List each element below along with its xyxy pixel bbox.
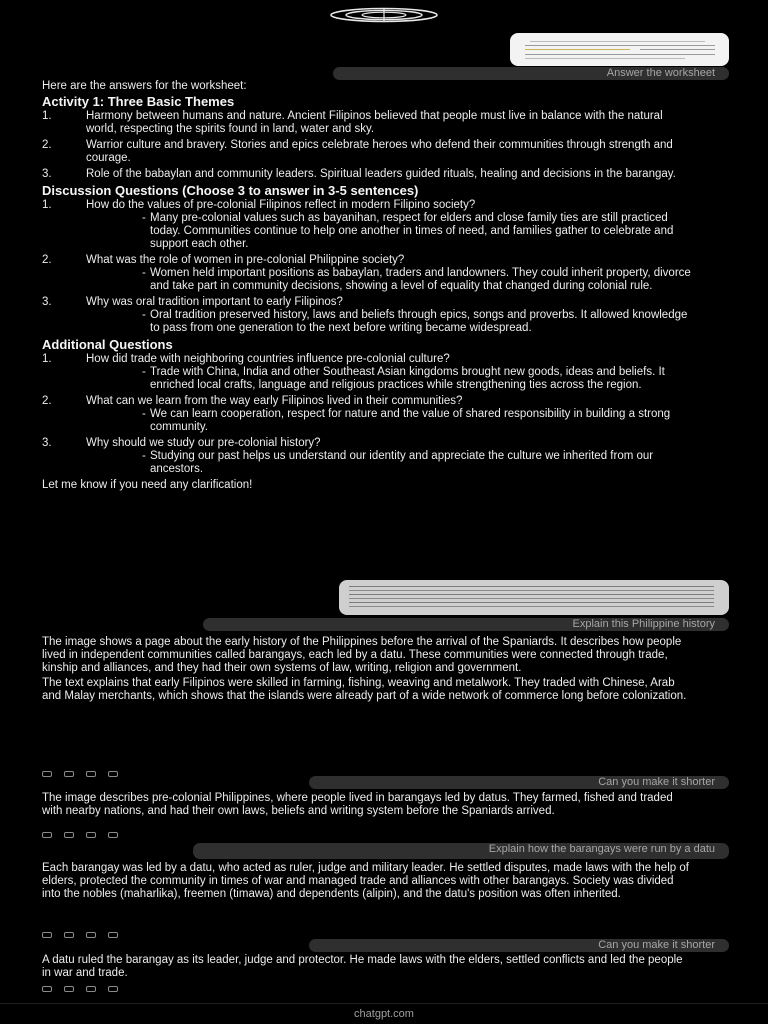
worksheet-image-attachment[interactable]: [510, 33, 729, 66]
answer-number: 1.: [42, 110, 52, 122]
openai-logo: [329, 7, 439, 23]
answer-number: 1.: [42, 353, 52, 365]
message-actions: [42, 769, 118, 779]
copy-icon[interactable]: [42, 832, 52, 838]
answer-item: [42, 395, 692, 434]
answer-number: 2.: [42, 395, 52, 407]
answer-number: 2.: [42, 139, 52, 151]
answer-item: [42, 254, 692, 293]
assistant-paragraph: Each barangay was led by a datu, who acted as ruler, judge and military leader. He settled disputes, made laws with the help of elders, protected the community in times of war and managed trade and alliances with other barangays. Society was divided into the nobles (maharlika), freemen (timawa) and dependents (alipin), and the datu's position was often inherited.: [42, 862, 689, 900]
message-actions: [42, 830, 118, 840]
answer-number: 3.: [42, 437, 52, 449]
answer-sublist: [86, 408, 692, 434]
assistant-paragraph: The text explains that early Filipinos were skilled in farming, fishing, weaving and metalwork. They traded with Chinese, Arab and Malay merchants, which shows that the islands were already part of a wide network of commerce long before colonization.: [42, 677, 687, 702]
answer-item: [42, 168, 692, 181]
regenerate-icon[interactable]: [108, 932, 118, 938]
answer-sublist: [86, 212, 692, 251]
answer-item: [42, 353, 692, 392]
answer-list: [42, 199, 692, 335]
answer-number: 3.: [42, 296, 52, 308]
answer-subitem: - Trade with China, India and other Southeast Asian kingdoms brought new goods, ideas and beliefs. It enriched local crafts, language and religious practices while strengthening ties across the region.: [106, 366, 692, 392]
assistant-paragraph: A datu ruled the barangay as its leader, judge and protector. He made laws with the elders, settled conflicts and led the people in war and trade.: [42, 954, 683, 979]
user-message: Answer the worksheet: [333, 67, 729, 80]
answer-subitem: - Studying our past helps us understand our identity and appreciate the culture we inherited from our ancestors.: [106, 450, 692, 476]
answer-number: 2.: [42, 254, 52, 266]
assistant-message: [42, 792, 692, 830]
section-heading: Discussion Questions (Choose 3 to answer in 3-5 sentences): [42, 183, 419, 198]
history-page-image-attachment[interactable]: [339, 580, 729, 615]
thumbs-up-icon[interactable]: [64, 986, 74, 992]
answer-text: How did trade with neighboring countries influence pre-colonial culture?: [86, 353, 450, 365]
answer-text: Why was oral tradition important to early Filipinos?: [86, 296, 343, 308]
footer-site-label: chatgpt.com: [0, 1003, 768, 1024]
answer-subitem: - We can learn cooperation, respect for nature and the value of shared responsibility in building a strong community.: [106, 408, 692, 434]
answer-item: [42, 296, 692, 335]
answer-list: [42, 110, 692, 181]
answer-text: Warrior culture and bravery. Stories and epics celebrate heroes who defend their communities through strength and courage.: [86, 139, 673, 164]
answer-text: What was the role of women in pre-colonial Philippine society?: [86, 254, 405, 266]
thumbs-down-icon[interactable]: [86, 771, 96, 777]
answer-item: [42, 199, 692, 251]
regenerate-icon[interactable]: [108, 986, 118, 992]
assistant-message: [42, 636, 692, 770]
thumbs-down-icon[interactable]: [86, 932, 96, 938]
user-message: Can you make it shorter: [309, 776, 729, 789]
answer-text: Role of the babaylan and community leaders. Spiritual leaders guided rituals, healing and decisions in the barangay.: [86, 168, 676, 180]
copy-icon[interactable]: [42, 771, 52, 777]
thumbs-up-icon[interactable]: [64, 832, 74, 838]
answer-item: [42, 110, 692, 136]
copy-icon[interactable]: [42, 986, 52, 992]
answer-number: 3.: [42, 168, 52, 180]
answer-text: What can we learn from the way early Filipinos lived in their communities?: [86, 395, 463, 407]
thumbs-down-icon[interactable]: [86, 986, 96, 992]
message-actions: [42, 984, 118, 994]
answer-sublist: [86, 267, 692, 293]
answer-text: Harmony between humans and nature. Ancient Filipinos believed that people must live in balance with the natural world, respecting the spirits found in land, water and sky.: [86, 110, 663, 135]
answer-sublist: [86, 309, 692, 335]
thumbs-down-icon[interactable]: [86, 832, 96, 838]
assistant-paragraph: The image shows a page about the early history of the Philippines before the arrival of the Spaniards. It describes how people lived in independent communities called barangays, each led by a datu. These communities were connected through trade, kinship and alliances, and they had their own systems of law, writing, religion and government.: [42, 636, 682, 674]
answer-subitem: - Women held important positions as babaylan, traders and landowners. They could inherit property, divorce and take part in community decisions, showing a level of equality that changed during colonial rule.: [106, 267, 692, 293]
assistant-message: [42, 862, 692, 928]
section-heading: Additional Questions: [42, 337, 173, 352]
assistant-paragraph: The image describes pre-colonial Philippines, where people lived in barangays led by datus. They farmed, fished and traded with nearby nations, and had their own laws, beliefs and writing system before the Spaniards arrived.: [42, 792, 673, 817]
answer-subitem: - Many pre-colonial values such as bayanihan, respect for elders and close family ties are still practiced today. Communities continue to help one another in times of need, and families gather to celebrate and support each other.: [106, 212, 692, 251]
copy-icon[interactable]: [42, 932, 52, 938]
thumbs-up-icon[interactable]: [64, 771, 74, 777]
answer-item: [42, 437, 692, 476]
regenerate-icon[interactable]: [108, 771, 118, 777]
regenerate-icon[interactable]: [108, 832, 118, 838]
answer-text: How do the values of pre-colonial Filipinos reflect in modern Filipino society?: [86, 199, 476, 211]
user-message: Explain this Philippine history: [203, 618, 729, 631]
answer-sublist: [86, 366, 692, 392]
answer-item: [42, 139, 692, 165]
answer-list: [42, 353, 692, 476]
answer-sublist: [86, 450, 692, 476]
assistant-closing: Let me know if you need any clarification!: [42, 479, 253, 491]
thumbs-up-icon[interactable]: [64, 932, 74, 938]
answer-number: 1.: [42, 199, 52, 211]
answer-text: Why should we study our pre-colonial history?: [86, 437, 321, 449]
openai-logo-icon: [329, 7, 439, 23]
answer-subitem: - Oral tradition preserved history, laws and beliefs through epics, songs and proverbs. It allowed knowledge to pass from one generation to the next before writing became widespread.: [106, 309, 692, 335]
assistant-message: [42, 80, 692, 575]
user-message: Can you make it shorter: [309, 939, 729, 952]
assistant-message: [42, 954, 692, 982]
assistant-intro: Here are the answers for the worksheet:: [42, 80, 247, 92]
message-actions: [42, 930, 118, 940]
user-message: Explain how the barangays were run by a datu: [193, 843, 729, 859]
section-heading: Activity 1: Three Basic Themes: [42, 94, 235, 109]
